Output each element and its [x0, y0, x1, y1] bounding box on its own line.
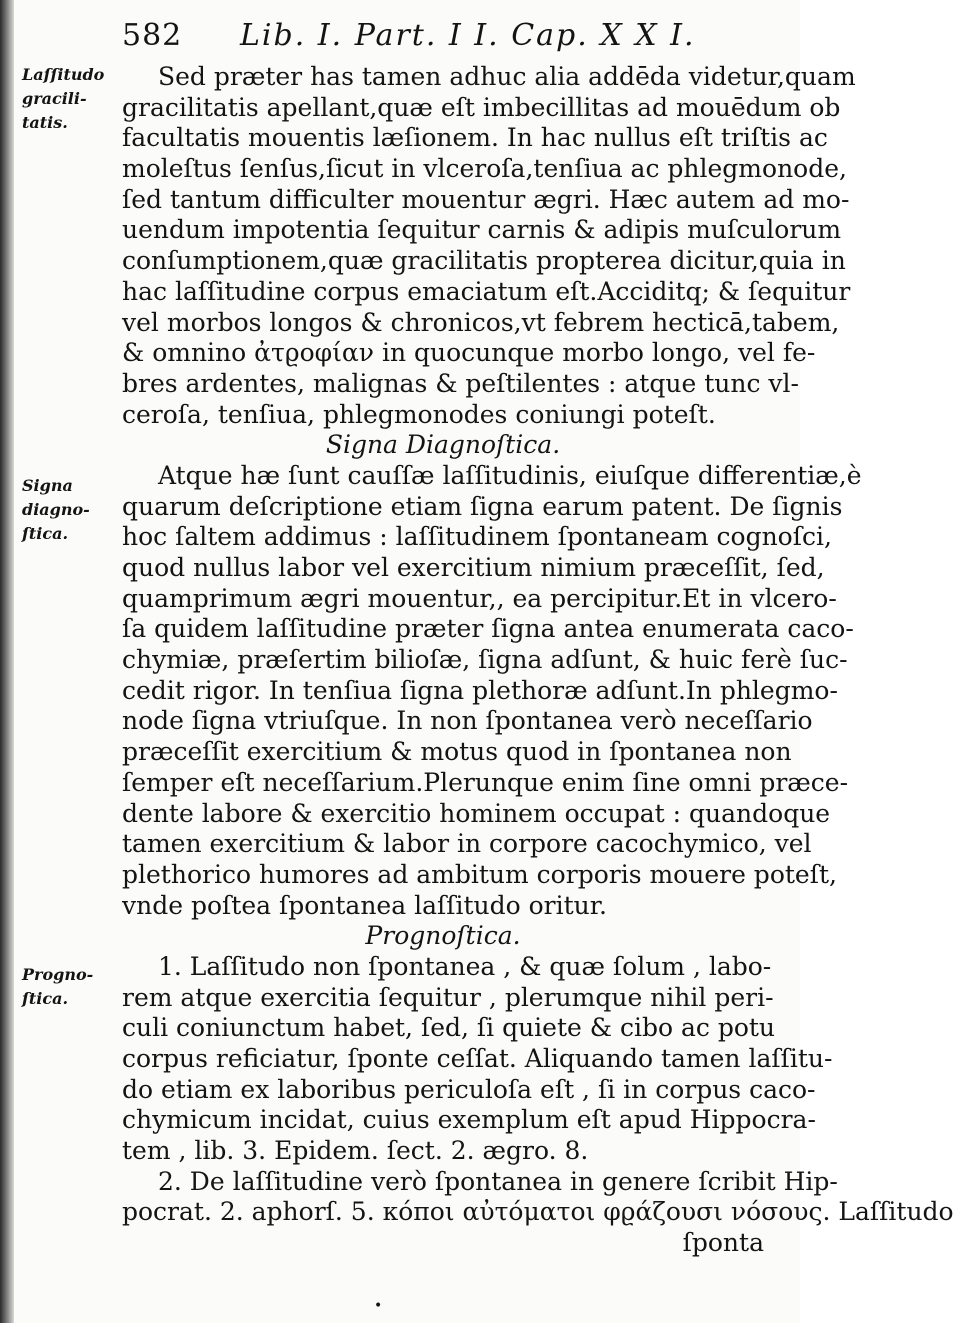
margin-note-line: ſtica. — [22, 989, 69, 1008]
text-line: Sed præter has tamen adhuc alia addēda videtur,quam — [158, 62, 856, 91]
text-line: bres ardentes, malignas & peſtilentes : atque tunc vl- — [122, 368, 799, 398]
text-line: facultatis mouentis læſionem. In hac nullus eſt triſtis ac — [122, 123, 828, 153]
text-line: gracilitatis apellant,quæ eſt imbecillitas ad mouēdum ob — [122, 92, 841, 122]
text-line: hac laſſitudine corpus emaciatum eſt.Acciditq; & ſequitur — [122, 276, 851, 306]
text-line: moleſtus ſenſus,ſicut in vlceroſa,tenſiua ac phlegmonode, — [122, 154, 847, 184]
text-line: do etiam ex laboribus periculoſa eſt , ſi in corpus caco- — [122, 1074, 816, 1104]
text-line: culi coniunctum habet, ſed, ſi quiete & cibo ac potu — [122, 1013, 776, 1043]
text-line: ſemper eſt neceſſarium.Plerunque enim ſine omni præce- — [122, 767, 849, 797]
text-line: & omnino ἀτϱοφίαν in quocunque morbo longo, vel fe- — [122, 338, 816, 368]
section-heading-signa-diagnostica: Signa Diagnoſtica. — [325, 430, 561, 460]
text-line: 1. Laſſitudo non ſpontanea , & quæ ſolum , labo- — [158, 951, 772, 981]
text-line: vel morbos longos & chronicos,vt febrem hecticā,tabem, — [122, 307, 840, 337]
text-line: 2. De laſſitudine verò ſpontanea in genere ſcribit Hip- — [158, 1166, 838, 1196]
text-line: Atque hæ ſunt cauſſæ laſſitudinis, eiuſque differentiæ,è — [158, 460, 862, 490]
text-line: tem , lib. 3. Epidem. ſect. 2. ægro. 8. — [122, 1136, 589, 1166]
text-line: plethorico humores ad ambitum corporis mouere poteſt, — [122, 859, 837, 889]
text-line: præceſſit exercitium & motus quod in ſpontanea non — [122, 737, 792, 767]
margin-note-line: Progno- — [22, 965, 94, 984]
margin-note-line: diagno- — [22, 500, 90, 519]
text-line: uendum impotentia ſequitur carnis & adipis muſculorum — [122, 215, 842, 245]
text-line: conſumptionem,quæ gracilitatis propterea dicitur,quia in — [122, 246, 846, 276]
text-line: quod nullus labor vel exercitium nimium præceſſit, ſed, — [122, 553, 825, 582]
catchword: ſponta — [682, 1228, 764, 1258]
text-line: vnde poſtea ſpontanea laſſitudo oritur. — [122, 890, 607, 920]
margin-note-prognostica — [22, 963, 130, 1011]
text-line: hoc ſaltem addimus : laſſitudinem ſpontaneam cognoſci, — [122, 522, 832, 552]
text-line: pocrat. 2. aphorſ. 5. κόποι αὐτόματοι φϱάζουσι νόσους. Laſſitudo — [122, 1197, 954, 1227]
page-number: 582 — [122, 18, 183, 53]
text-line: chymicum incidat, cuius exemplum eſt apud Hippocra- — [122, 1105, 816, 1135]
text-line: cedit rigor. In tenſiua ſigna plethoræ adſunt.In phlegmo- — [122, 675, 838, 705]
margin-note-line: Signa — [22, 476, 73, 495]
text-line: ceroſa, tenſiua, phlegmonodes coniungi poteſt. — [122, 399, 716, 429]
text-line: corpus reficiatur, ſponte ceſſat. Aliquando tamen laſſitu- — [122, 1044, 833, 1073]
page-gutter-shadow — [0, 0, 14, 1323]
text-line: dente labore & exercitio hominem occupat : quandoque — [122, 798, 831, 828]
text-line: quamprimum ægri mouentur,, ea percipitur.Et in vlcero- — [122, 583, 837, 613]
body-text — [122, 62, 954, 1259]
margin-note-signa-diagnostica — [22, 474, 130, 546]
text-line: rem atque exercitia ſequitur , plerumque nihil peri- — [122, 982, 774, 1012]
margin-note-line: gracili- — [22, 89, 87, 108]
text-line: chymiæ, præſertim bilioſæ, ſigna adſunt, & huic ferè ſuc- — [122, 645, 848, 675]
margin-note-lassitudo — [22, 63, 130, 135]
text-line: ſed tantum difficulter mouentur ægri. Hæc autem ad mo- — [122, 184, 850, 214]
margin-note-line: ſtica. — [22, 524, 69, 543]
section-heading-prognostica: Prognoſtica. — [365, 921, 521, 951]
margin-note-line: tatis. — [22, 113, 68, 132]
margin-note-line: Laſſitudo — [22, 65, 105, 84]
text-line: tamen exercitium & labor in corpore cacochymico, vel — [122, 829, 812, 859]
text-line: quarum deſcriptione etiam ſigna earum patent. De ſignis — [122, 491, 843, 521]
page-header — [100, 14, 760, 62]
footer-mark: • — [374, 1298, 383, 1314]
running-head: Lib. I. Part. I I. Cap. X X I. — [240, 18, 696, 53]
text-line: ſa quidem laſſitudine præter ſigna antea enumerata caco- — [122, 614, 854, 644]
text-line: node ſigna vtriuſque. In non ſpontanea verò neceſſario — [122, 706, 813, 736]
